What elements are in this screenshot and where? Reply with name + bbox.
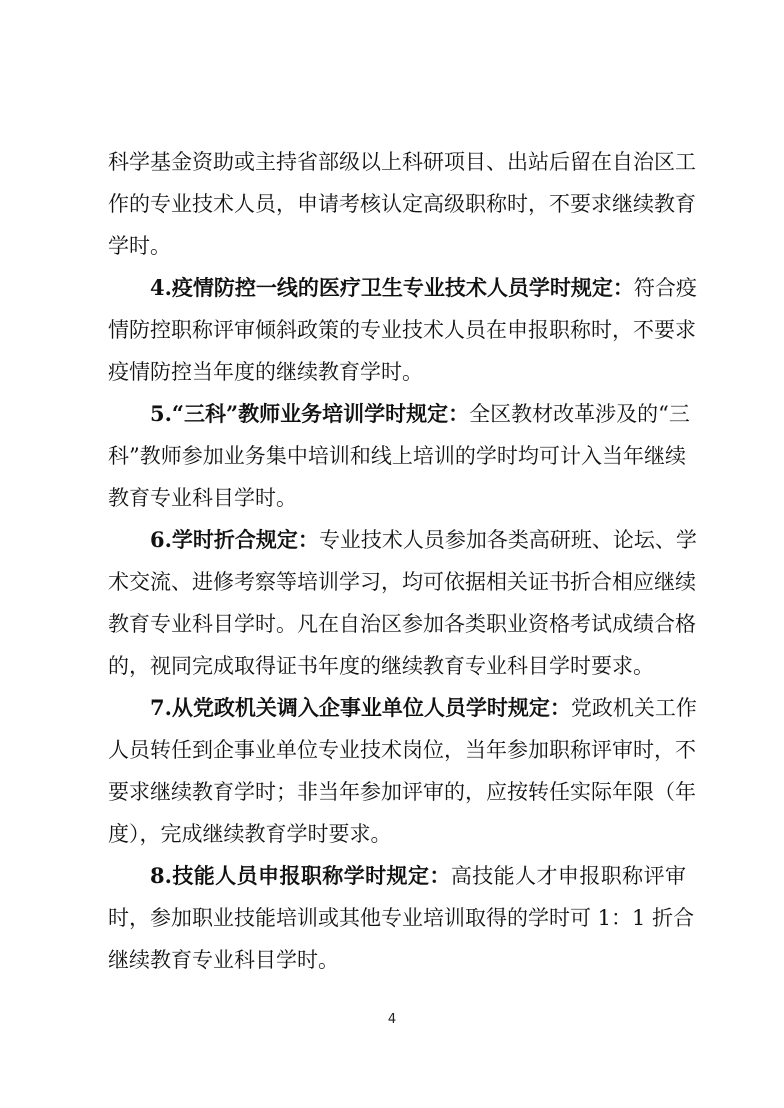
body-line: [0, 484, 784, 512]
paragraph-text: 要求继续教育学时；非当年参加评审的，应按转任实际年限（年: [108, 780, 696, 804]
body-line: [0, 778, 784, 806]
body-line: [0, 442, 784, 470]
item-8-text: 高技能人才申报职称评审: [450, 864, 687, 888]
item-4-heading: 4.疫情防控一线的医疗卫生专业技术人员学时规定：: [150, 275, 634, 300]
item-4-first-line: [0, 274, 784, 302]
item-7-text: 党政机关工作: [570, 696, 697, 720]
item-4-text: 符合疫: [633, 276, 697, 300]
item-8-line: [150, 862, 686, 890]
body-line: [0, 736, 784, 764]
paragraph-text: 的，视同完成取得证书年度的继续教育专业科目学时要求。: [108, 654, 654, 678]
paragraph-text: 术交流、进修考察等培训学习，均可依据相关证书折合相应继续: [108, 570, 696, 594]
paragraph-text: 教育专业科目学时。: [108, 486, 297, 510]
paragraph-text: 时，参加职业技能培训或其他专业培训取得的学时可 1：1 折合: [108, 906, 695, 930]
item-8-heading: 8.技能人员申报职称学时规定：: [150, 863, 451, 888]
body-line: [0, 358, 784, 386]
paragraph-text: 科学基金资助或主持省部级以上科研项目、出站后留在自治区工: [108, 150, 696, 174]
body-line: [0, 568, 784, 596]
body-line: [0, 946, 784, 974]
item-6-text: 专业技术人员参加各类高研班、论坛、学: [318, 528, 697, 552]
paragraph-text: 继续教育专业科目学时。: [108, 948, 339, 972]
item-6-line: [150, 526, 697, 554]
paragraph-text: 教育专业科目学时。凡在自治区参加各类职业资格考试成绩合格: [108, 612, 696, 636]
page-number: 4: [387, 1012, 397, 1027]
item-6-heading: 6.学时折合规定：: [150, 527, 319, 552]
body-line: [0, 190, 784, 218]
paragraph-text: 科”教师参加业务集中培训和线上培训的学时均可计入当年继续: [108, 444, 686, 468]
item-6-first-line: [0, 526, 784, 554]
body-line: [0, 820, 784, 848]
item-7-line: [150, 694, 697, 722]
item-8-first-line: [0, 862, 784, 890]
body-line: [0, 610, 784, 638]
item-5-text: 全区教材改革涉及的“三: [469, 402, 690, 426]
body-line: [0, 232, 784, 260]
paragraph-text: 度），完成继续教育学时要求。: [108, 822, 392, 846]
paragraph-text: 作的专业技术人员，申请考核认定高级职称时，不要求继续教育: [108, 192, 696, 216]
item-5-heading: 5.“三科”教师业务培训学时规定：: [150, 401, 470, 426]
body-line: [0, 904, 784, 932]
paragraph-text: 学时。: [108, 234, 171, 258]
paragraph-text: 人员转任到企事业单位专业技术岗位，当年参加职称评审时，不: [108, 738, 696, 762]
item-5-first-line: [0, 400, 784, 428]
paragraph-text: 情防控职称评审倾斜政策的专业技术人员在申报职称时，不要求: [108, 318, 696, 342]
body-line: [0, 148, 784, 176]
item-7-first-line: [0, 694, 784, 722]
item-4-line: [150, 274, 697, 302]
body-line: [0, 652, 784, 680]
paragraph-text: 疫情防控当年度的继续教育学时。: [108, 360, 423, 384]
item-7-heading: 7.从党政机关调入企事业单位人员学时规定：: [150, 695, 571, 720]
item-5-line: [150, 400, 690, 428]
body-line: [0, 316, 784, 344]
